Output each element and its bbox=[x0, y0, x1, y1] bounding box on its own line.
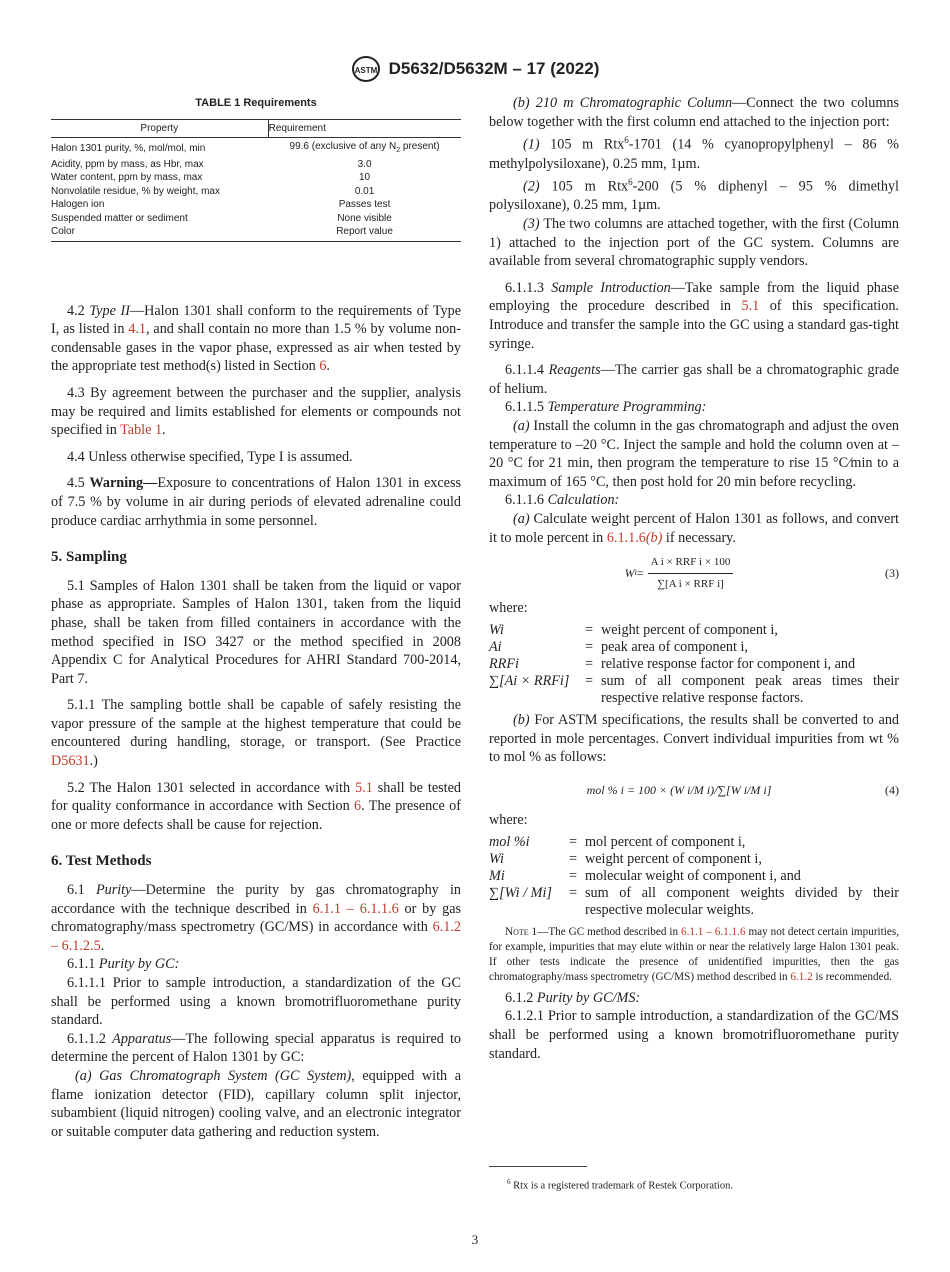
table-row: Water content, ppm by mass, max 10 bbox=[51, 172, 371, 184]
where-label: where: bbox=[489, 600, 528, 617]
para-calc-a: (a) Calculate weight percent of Halon 1301 as follows, and convert it to mole percent in 6.1.1.6(b) if necessary. bbox=[489, 510, 899, 546]
ref-6-1-2[interactable]: 6.1.2 bbox=[790, 970, 813, 983]
note-1: Note 1—The GC method described in 6.1.1 – 6.1.1.6 may not detect certain impurities, for example, impurities that may elute within or near the relatively large Halon 1301 peak. If other tests indicate the presence of unidentified impurities, then the gas chromatography/mass spectrometry (GC/MS) method described in 6.1.2 is recommended. bbox=[489, 925, 899, 983]
svg-text:ASTM: ASTM bbox=[354, 66, 377, 75]
table-header-requirement: Requirement bbox=[268, 119, 461, 138]
para-apparatus-b: (b) 210 m Chromatographic Column—Connect the two columns below together with the first column end attached to the injection port: bbox=[489, 95, 899, 130]
right-column bbox=[489, 94, 899, 1063]
equation-3-label: (3) bbox=[885, 565, 899, 580]
requirements-table bbox=[51, 119, 461, 242]
ref-6-1-1-6[interactable]: 6.1.1.6 bbox=[606, 529, 646, 546]
para-6-1-1-6: 6.1.1.6 Calculation: bbox=[505, 492, 620, 509]
table-row: Nonvolatile residue, % by weight, max 0.01 bbox=[51, 185, 375, 197]
para-4-5: 4.5 Warning—Exposure to concentrations of Halon 1301 in excess of 7.5 % by volume in air during periods of elevated adrenaline could produce cardiac arrhythmia in some personnel. bbox=[51, 475, 462, 529]
ref-4-1[interactable]: 4.1 bbox=[128, 321, 146, 338]
equation-4 bbox=[489, 781, 899, 800]
para-6-1-2: 6.1.2 Purity by GC/MS: bbox=[505, 989, 641, 1006]
table-row: Color Report value bbox=[51, 225, 461, 241]
para-column-3: (3) The two columns are attached together, with the first (Column 1) attached to the injection port of the GC system. Columns are available from several chromatographic supply vendors. bbox=[489, 216, 899, 270]
para-6-1-1-5: 6.1.1.5 Temperature Programming: bbox=[505, 399, 707, 416]
para-calc-b: (b) For ASTM specifications, the results shall be converted to and reported in mole percentages. Convert individual impurities from wt % to mol % as follows: bbox=[489, 711, 900, 766]
para-6-1-1-2: 6.1.1.2 Apparatus—The following special apparatus is required to determine the percent of Halon 1301 by GC: bbox=[51, 1030, 462, 1066]
para-6-1-1: 6.1.1 Purity by GC: bbox=[67, 956, 180, 973]
table-row: Acidity, ppm by mass, as Hbr, max 3.0 bbox=[51, 158, 372, 170]
table-row: Suspended matter or sediment None visible bbox=[51, 212, 392, 224]
para-5-1-1: 5.1.1 The sampling bottle shall be capable of safely resisting the vapor pressure of the sample at the highest temperature that could be encountered during handling, storage, or transport. (See Practice D5631.) bbox=[51, 697, 461, 770]
astm-logo-icon bbox=[351, 55, 381, 83]
left-column bbox=[51, 94, 461, 1141]
footnote-divider bbox=[489, 1166, 587, 1167]
para-column-1: (1) 105 m Rtx$^6$-1701 (14 % cyanopropylphenyl – 86 % methylpolysiloxane), 0.25 mm, 1µm. bbox=[489, 135, 899, 172]
para-6-1-1-4: 6.1.1.4 Reagents—The carrier gas shall be a chromatographic grade of helium. bbox=[489, 362, 899, 397]
equation-3-numerator: A i × RRF i × 100 bbox=[648, 553, 734, 574]
para-apparatus-a: (a) Gas Chromatograph System (GC System), equipped with a flame ionization detector (FID), capillary column split injector, subambient (liquid nitrogen) cooling valve, and an electronic integrator or suitable computer data gathering and reduction system. bbox=[51, 1067, 461, 1140]
document-designation: D5632/D5632M – 17 (2022) bbox=[388, 59, 600, 78]
para-6-1: 6.1 Purity—Determine the purity by gas chromatography in accordance with the technique described in 6.1.1 – 6.1.1.6 or by gas chromatography/mass spectrometry (GC/MS) in accordance with 6.1.2 – 6.1.2.5. bbox=[51, 882, 462, 954]
para-4-4: 4.4 Unless otherwise specified, Type I is assumed. bbox=[67, 448, 353, 465]
section-heading-test-methods: 6. Test Methods bbox=[51, 853, 152, 870]
equation-3-denominator: ∑[A i × RRF i] bbox=[657, 577, 724, 590]
para-column-2: (2) 105 m Rtx$^6$-200 (5 % diphenyl – 95 % dimethyl polysiloxane), 0.25 mm, 1µm. bbox=[489, 177, 899, 214]
equation-3: W i = $\frac{\text{A i × RRF i × 100}}{\text{∑[A i × RRF i]}}$ (3) bbox=[489, 553, 899, 593]
ref-section-6[interactable]: 6 bbox=[319, 358, 327, 375]
ref-5-1[interactable]: 5.1 bbox=[741, 298, 760, 315]
para-6-1-1-3: 6.1.1.3 Sample Introduction—Take sample from the liquid phase employing the procedure described in 5.1 of this specification. Introduce and transfer the sample into the GC using a standard gas-tight syringe. bbox=[489, 279, 899, 352]
ref-table-1[interactable]: Table 1 bbox=[120, 422, 163, 439]
para-6-1-2-1: 6.1.2.1 Prior to sample introduction, a standardization of the GC/MS shall be performed using a known bromotrifluoromethane purity standard. bbox=[489, 1008, 899, 1062]
page-number: 3 bbox=[471, 1232, 479, 1247]
ref-5-1[interactable]: 5.1 bbox=[355, 779, 373, 796]
definitions-list-1: Wi = weight percent of component i, Ai = peak area of component i, RRFi = relative response factor for component i, and ∑[Ai × RRFi] = sum of all component peak areas times their respective relative response factors. bbox=[489, 621, 899, 706]
para-4-3: 4.3 By agreement between the purchaser and the supplier, analysis may be required and limits established for elements or compounds not specified in Table 1. bbox=[51, 384, 461, 439]
para-5-1: 5.1 Samples of Halon 1301 shall be taken from the liquid or vapor phase as appropriate. Samples of Halon 1301, taken from the liquid phase, shall be taken from filled containers in accordance with the method specified in ISO 3427 or the method specified in 2008 Appendix C for Analytical Procedures for AHRI Standard 700-2014, Part 7. bbox=[51, 577, 461, 687]
table-caption: TABLE 1 Requirements bbox=[195, 97, 317, 109]
equation-4-body: mol % i = 100 × (W i/M i)/∑[W i/M i] bbox=[586, 782, 772, 797]
para-5-2: 5.2 The Halon 1301 selected in accordance with 5.1 shall be tested for quality conformance in accordance with Section 6. The presence of one or more defects shall be cause for rejection. bbox=[51, 779, 461, 833]
para-4-2: 4.2 Type II—Halon 1301 shall conform to the requirements of Type I, as listed in 4.1, and shall contain no more than 1.5 % by volume non-condensable gases in the vapor phase, expressed as air when tested by the appropriate test method(s) listed in Section 6. bbox=[51, 302, 461, 375]
ref-6-1-2-range[interactable]: 6.1.2 – 6.1.2.5 bbox=[51, 919, 461, 954]
footnote: $^6$ Rtx is a registered trademark of Restek Corporation. bbox=[507, 1178, 733, 1192]
table-header-property: Property bbox=[51, 119, 268, 138]
where-label: where: bbox=[489, 812, 528, 829]
section-heading-sampling: 5. Sampling bbox=[51, 549, 127, 566]
para-temp-a: (a) Install the column in the gas chromatograph and adjust the oven temperature to –20 °C. Inject the sample and hold the column oven at –20 °C for 21 min, then program the temperature to rise 15 °C⁄min to a maximum of 165 °C, then post hold for 20 min before recycling. bbox=[489, 417, 900, 490]
table-row: Halon 1301 purity, %, mol/mol, min 99.6 (exclusive of any $N_2$ present) bbox=[51, 141, 440, 155]
ref-section-6[interactable]: 6 bbox=[354, 798, 362, 815]
table-row: Halogen ion Passes test bbox=[51, 199, 391, 211]
ref-d5631[interactable]: D5631 bbox=[51, 753, 90, 770]
ref-6-1-1-range[interactable]: 6.1.1 – 6.1.1.6 bbox=[312, 900, 399, 917]
ref-6-1-1-6-b[interactable]: (b) bbox=[645, 529, 663, 546]
page-header bbox=[0, 55, 950, 88]
definitions-list-2: mol %i = mol percent of component i, Wi = weight percent of component i, Mi = molecular weight of component i, and ∑[Wi / Mi] = sum of all component weights divided by their respective molecular weights. bbox=[489, 833, 899, 918]
ref-6-1-1-range[interactable]: 6.1.1 – 6.1.1.6 bbox=[680, 925, 746, 938]
equation-4-label: (4) bbox=[885, 782, 899, 797]
para-6-1-1-1: 6.1.1.1 Prior to sample introduction, a standardization of the GC shall be performed using a known bromotrifluoromethane purity standard. bbox=[51, 975, 461, 1029]
